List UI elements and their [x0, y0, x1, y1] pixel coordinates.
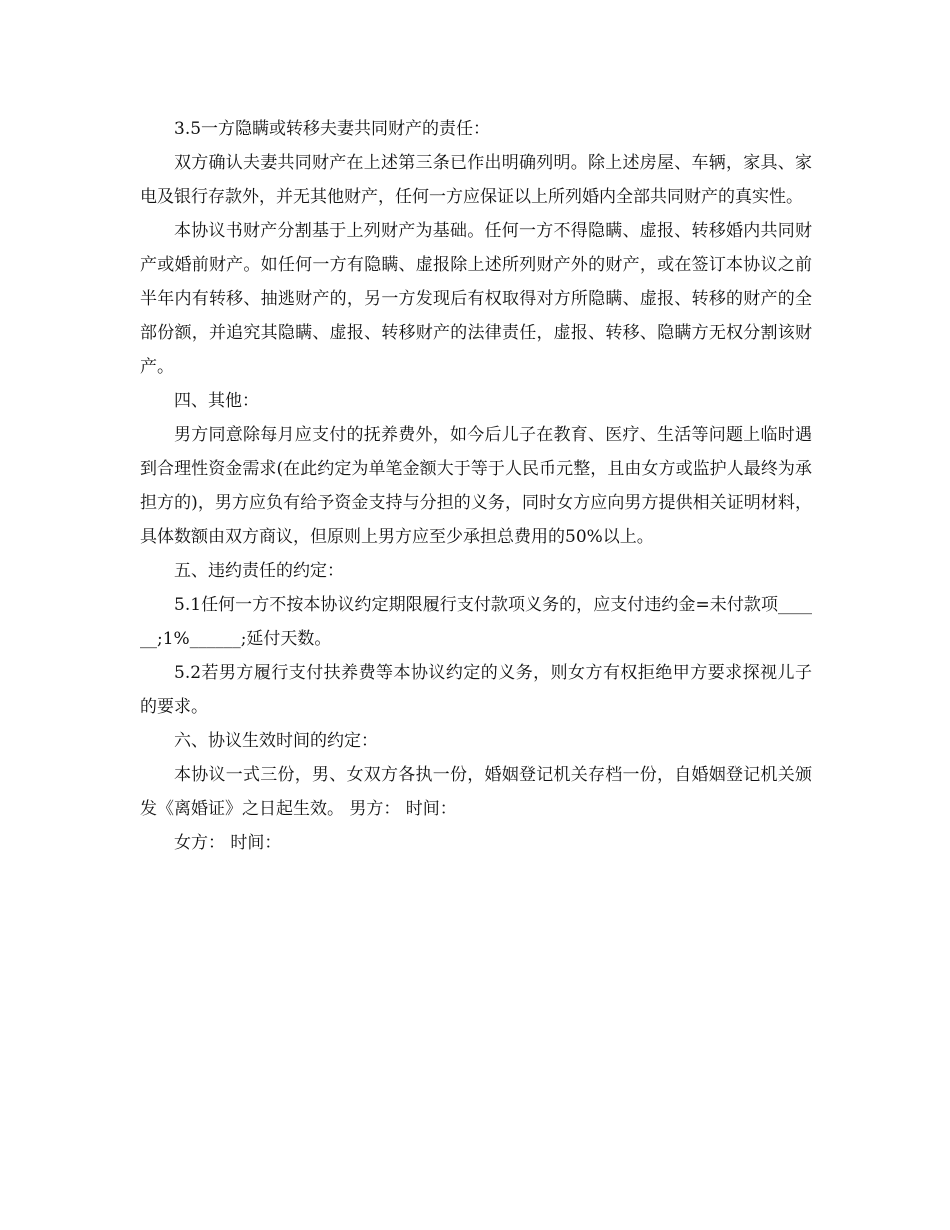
paragraph-property-confirmation: 双方确认夫妻共同财产在上述第三条已作出明确列明。除上述房屋、车辆，家具、家电及银行存款外，并无其他财产，任何一方应保证以上所列婚内全部共同财产的真实性。 — [140, 153, 812, 207]
paragraph-3-5-heading: 3.5一方隐瞒或转移夫妻共同财产的责任： — [174, 119, 491, 139]
paragraph-5-2-visitation: 5.2若男方履行支付扶养费等本协议约定的义务，则女方有权拒绝甲方要求探视儿子的要求。 — [140, 663, 812, 717]
signature-line-female: 女方： 时间： — [174, 833, 282, 853]
section-heading-breach: 五、违约责任的约定： — [174, 561, 344, 581]
section-heading-other: 四、其他： — [174, 391, 259, 411]
paragraph-concealment-clause: 本协议书财产分割基于上列财产为基础。任何一方不得隐瞒、虚报、转移婚内共同财产或婚前财产。如任何一方有隐瞒、虚报除上述所列财产外的财产，或在签订本协议之前半年内有转移、抽逃财产的，另一方发现后有权取得对方所隐瞒、虚报、转移的财产的全部份额，并追究其隐瞒、虚报、转移财产的法律责任，虚报、转移、隐瞒方无权分割该财产。 — [140, 221, 812, 377]
paragraph-5-1-penalty: 5.1任何一方不按本协议约定期限履行支付款项义务的，应支付违约金=未付款项______;1%______;延付天数。 — [140, 595, 812, 649]
document-body — [140, 112, 812, 860]
section-heading-effective: 六、协议生效时间的约定： — [174, 731, 378, 751]
paragraph-extra-expenses: 男方同意除每月应支付的抚养费外，如今后儿子在教育、医疗、生活等问题上临时遇到合理性资金需求(在此约定为单笔金额大于等于人民币元整，且由女方或监护人最终为承担方的)，男方应负有给予资金支持与分担的义务，同时女方应向男方提供相关证明材料，具体数额由双方商议，但原则上男方应至少承担总费用的50%以上。 — [140, 425, 812, 547]
paragraph-copies-effective: 本协议一式三份，男、女双方各执一份，婚姻登记机关存档一份，自婚姻登记机关颁发《离婚证》之日起生效。 男方： 时间： — [140, 765, 812, 819]
